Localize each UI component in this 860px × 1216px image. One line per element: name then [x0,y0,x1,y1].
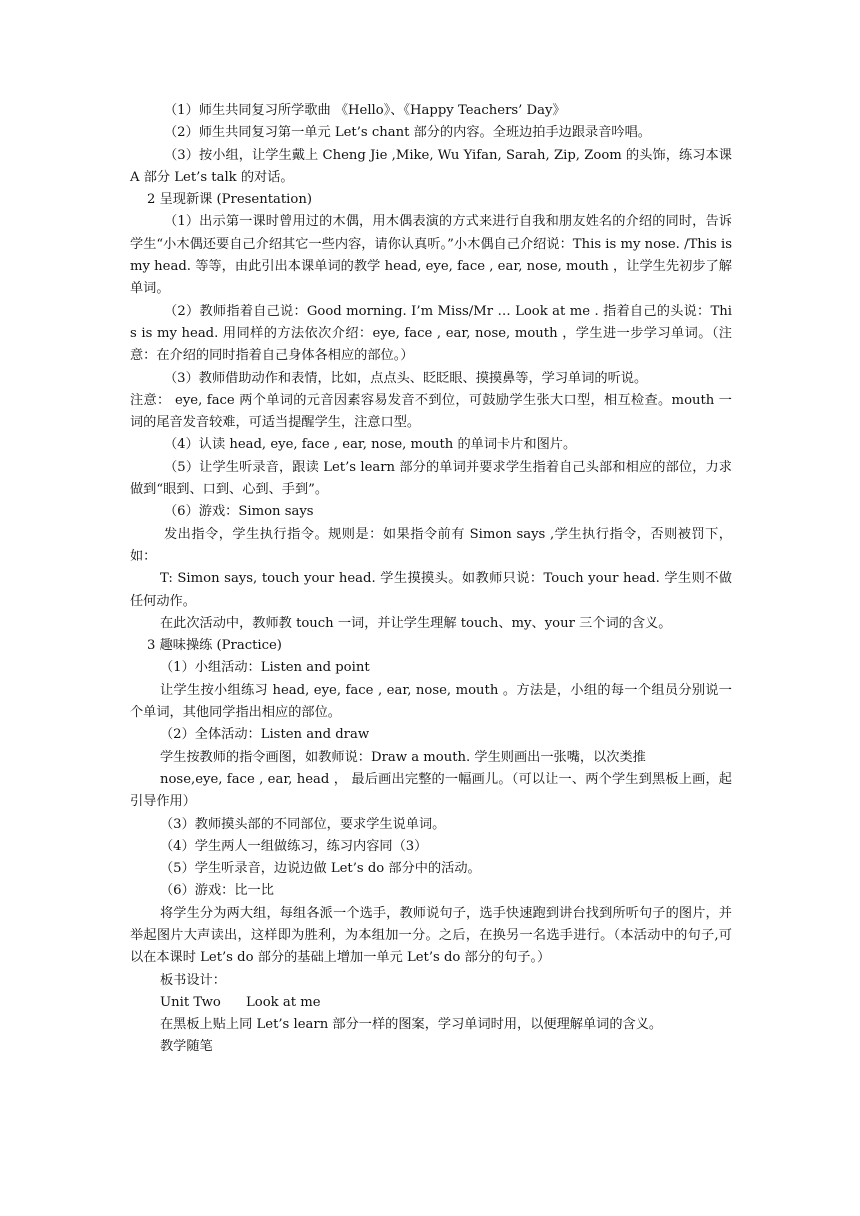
paragraph-simon-rules: 发出指令，学生执行指令。规则是：如果指令前有 Simon says ,学生执行指令，否则被罚下，如： [130,526,732,564]
paragraph-listen-point: （1）小组活动：Listen and point [160,660,370,676]
paragraph-simon-game: （6）游戏：Simon says [164,504,314,520]
paragraph-teacher-points: （2）教师指着自己说：Good morning. I’m Miss/Mr … Look at me . 指着自己的头说：This is my head. 用同样的方法依次介绍：eye, face , ear, nose, mouth ，学生进一步学习单词。（注意：在介绍的同时指着自己身体各相应的部位。） [130,303,732,364]
paragraph-competition-game: （6）游戏：比一比 [160,883,274,899]
paragraph-listen-repeat: （5）让学生听录音，跟读 Let’s learn 部分的单词并要求学生指着自己头部和相应的部位，力求做到“眼到、口到、心到、手到”。 [130,459,732,498]
paragraph-competition-rules: 将学生分为两大组，每组各派一个选手，教师说句子，选手快速跑到讲台找到所听句子的图片，并举起图片大声读出，这样即为胜利，为本组加一分。之后，在换另一名选手进行。（本活动中的句子,可以在本课时 Let’s do 部分的基础上增加一单元 Let’s do 部分的句子。） [130,905,732,966]
paragraph-board-design: 板书设计： [160,972,226,988]
paragraph-review-songs: （1）师生共同复习所学歌曲 《Hello》、《Happy Teachers’ Day》 [164,103,566,118]
paragraph-teaching-notes: 教学随笔 [160,1039,213,1055]
paragraph-puppet-intro: （1）出示第一课时曾用过的木偶，用木偶表演的方式来进行自我和朋友姓名的介绍的同时，告诉学生“小木偶还要自己介绍其它一些内容，请你认真听。”小木偶自己介绍说：This is my nose. /This is my head. 等等，由此引出本课单词的教学 head, eye, face , ear, nose, mouth ，让学生先初步了解单词。 [130,214,732,297]
paragraph-group-practice: 让学生按小组练习 head, eye, face , ear, nose, mouth 。方法是，小组的每一个组员分别说一个单词，其他同学指出相应的部位。 [130,682,732,721]
paragraph-review-chant: （2）师生共同复习第一单元 Let’s chant 部分的内容。全班边拍手边跟录音吟唱。 [164,125,651,141]
document-body [130,100,732,1059]
paragraph-pronunciation-note: 注意： eye, face 两个单词的元音因素容易发音不到位，可鼓励学生张大口型，相互检查。mouth 一词的尾音发音较难，可适当提醒学生，注意口型。 [130,392,732,431]
paragraph-group-talk: （3）按小组，让学生戴上 Cheng Jie ,Mike, Wu Yifan, Sarah, Zip, Zoom 的头饰，练习本课 A 部分 Let’s talk 的对话。 [130,147,732,185]
paragraph-unit-title: Unit Two Look at me [160,994,321,1010]
paragraph-touch-words: 在此次活动中，教师教 touch 一词，并让学生理解 touch、my、your 三个词的含义。 [160,615,672,631]
paragraph-actions: （3）教师借助动作和表情，比如，点点头、眨眨眼、摸摸鼻等，学习单词的听说。 [164,370,648,386]
paragraph-lets-do: （5）学生听录音，边说边做 Let’s do 部分中的活动。 [160,861,481,877]
paragraph-simon-example: T: Simon says, touch your head. 学生摸摸头。如教师只说：Touch your head. 学生则不做任何动作。 [130,571,732,609]
paragraph-word-cards: （4）认读 head, eye, face , ear, nose, mouth 的单词卡片和图片。 [164,437,577,453]
section-heading-presentation: 2 呈现新课 (Presentation) [147,192,312,208]
paragraph-draw-instructions: 学生按教师的指令画图，如教师说：Draw a mouth. 学生则画出一张嘴，以次类推 [160,749,646,765]
paragraph-touch-head: （3）教师摸头部的不同部位，要求学生说单词。 [160,816,446,832]
paragraph-listen-draw: （2）全体活动：Listen and draw [160,727,370,743]
section-heading-practice: 3 趣味操练 (Practice) [147,638,282,654]
paragraph-draw-complete: nose,eye, face , ear, head ， 最后画出完整的一幅画儿。（可以让一、两个学生到黑板上画，起引导作用） [130,771,732,810]
paragraph-pair-practice: （4）学生两人一组做练习，练习内容同（3） [160,838,428,854]
paragraph-board-pictures: 在黑板上贴上同 Let’s learn 部分一样的图案，学习单词时用，以便理解单词的含义。 [160,1017,663,1033]
